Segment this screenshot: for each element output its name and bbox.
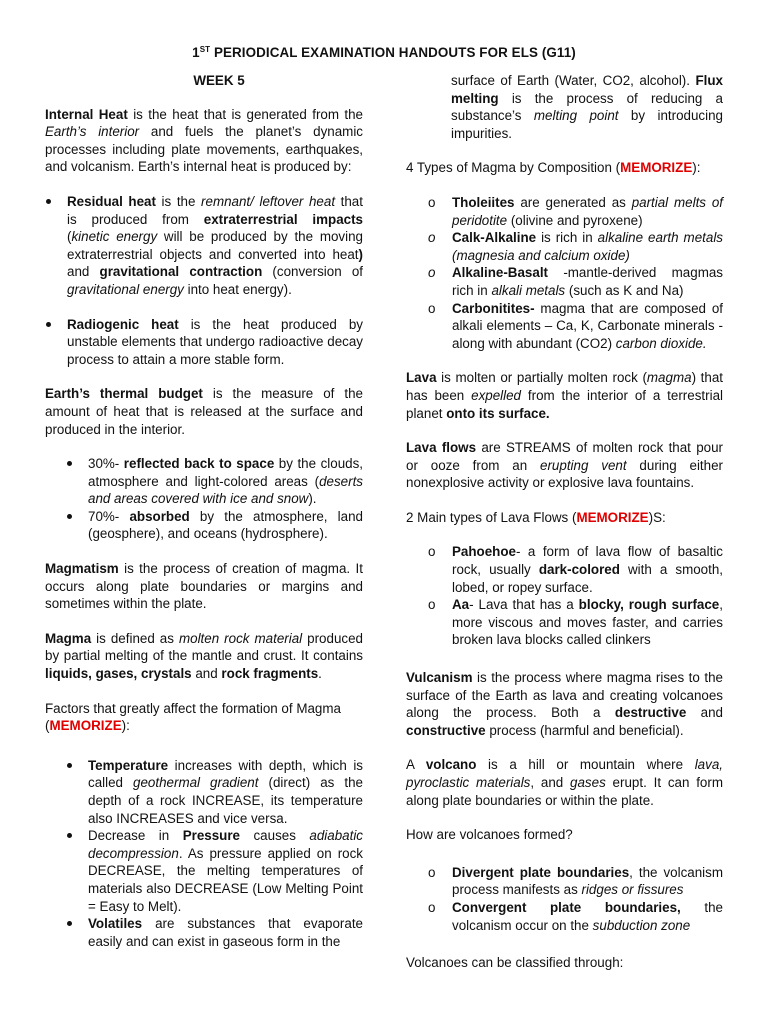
text-run: Earth’s interior [45, 124, 140, 140]
text-run: and [191, 666, 222, 682]
text-run: subduction zone [592, 917, 691, 933]
text-run: by the clouds, atmosphere and light-colored areas ( [88, 456, 364, 489]
page-title [0, 44, 768, 62]
text-run: Residual heat [67, 193, 156, 209]
text-run: (conversion of [262, 264, 364, 280]
budget-item [66, 455, 363, 508]
text-run: molten rock material [178, 630, 303, 646]
list-marker: o [428, 265, 436, 281]
text-run: geothermal gradient [133, 775, 259, 791]
text-run: are generated as [514, 194, 632, 210]
text-run: increases with depth, which is called [88, 757, 363, 791]
list-marker: o [428, 899, 436, 915]
magma-types-intro [406, 159, 723, 177]
text-run: Carbonitites- [452, 300, 535, 316]
text-run: (olivine and pyroxene) [507, 212, 643, 228]
text-run: gases [570, 775, 606, 790]
text-run: deserts and areas covered with ice and snow [88, 473, 363, 507]
list-marker: o [428, 300, 436, 316]
text-run: Magmatism [45, 561, 119, 577]
text-run: from the interior of a terrestrial planet [406, 387, 723, 421]
text-run: 2 Main types of Lava Flows ( [406, 509, 577, 525]
right-column [406, 72, 723, 989]
text-run: ) [358, 246, 363, 262]
text-run: )S: [648, 509, 666, 525]
text-run: Volcanoes can be classified through: [406, 955, 624, 971]
text-run: Flux melting [451, 73, 723, 106]
text-run: extraterrestrial impacts [203, 211, 364, 227]
text-run: 30%- [88, 456, 124, 472]
text-run: destructive [614, 705, 687, 721]
text-run: ): [121, 718, 130, 734]
text-run: process (harmful and beneficial). [485, 722, 684, 738]
text-run: that is produced from [67, 193, 363, 227]
text-run: MEMORIZE [49, 718, 122, 734]
magma-types-list [428, 194, 723, 352]
text-run: will be produced by the moving extraterrestrial objects and converted into heat [67, 229, 363, 262]
formation-item [428, 899, 723, 934]
magma-type-item [428, 264, 723, 299]
text-run: alkali metals [491, 282, 566, 298]
text-run: produced by partial melting of the mantle and crust. It contains [45, 630, 363, 664]
text-run: volcano [425, 757, 477, 773]
text-run: absorbed [129, 508, 190, 524]
text-run: with a smooth, lobed, or ropey surface. [452, 562, 724, 595]
budget-list [66, 455, 363, 543]
title-number: 1 [192, 45, 200, 60]
text-run: ). [308, 491, 317, 507]
text-run: adiabatic decompression [88, 828, 363, 861]
text-run: gravitational energy [67, 281, 184, 297]
week-heading: WEEK 5 [193, 73, 245, 88]
text-run: , and [530, 775, 571, 790]
text-run: dark-colored [538, 562, 620, 578]
magmatism-paragraph [45, 560, 363, 613]
text-run: kinetic energy [71, 229, 158, 245]
volcano-paragraph [406, 756, 723, 809]
text-run: the volcanism occur on the [452, 899, 723, 933]
magma-type-item [428, 300, 723, 353]
list-marker: o [428, 230, 436, 246]
list-marker: o [428, 864, 436, 880]
list-marker: o [428, 194, 436, 210]
text-run: and [67, 264, 100, 280]
text-run: Earth’s thermal budget [45, 386, 203, 402]
internal-heat-paragraph [45, 106, 363, 176]
text-run: is the heat that is generated from the [127, 106, 364, 122]
flow-type-item [428, 543, 723, 596]
magma-type-item [428, 229, 723, 264]
text-run: by introducing impurities. [451, 108, 723, 141]
text-run: (direct) as the depth of a rock INCREASE, its temperature also INCREASES and vice versa. [88, 775, 363, 826]
text-run: is the measure of the amount of heat that is released at the surface and produced in the interior. [45, 386, 363, 437]
text-run: ( [67, 229, 72, 245]
magma-paragraph [45, 630, 363, 683]
text-run: . As pressure applied on rock DECREASE, the melting temperatures of materials also DECREASE (Low Melting Point = Easy to Melt). [88, 845, 363, 914]
text-run: ridges or fissures [581, 882, 684, 898]
text-run: is the process of reducing a substance’s [451, 90, 723, 124]
heat-sources-list [45, 193, 363, 368]
text-run: lava, pyroclastic materials [406, 757, 723, 790]
classified-paragraph [406, 954, 723, 972]
text-run: surface of Earth (Water, CO2, alcohol). [451, 73, 696, 88]
text-run: 4 Types of Magma by Composition ( [406, 160, 621, 176]
text-run: erupt. It can form along plate boundaries or within the plate. [406, 775, 723, 808]
text-run: liquids, gases, crystals [45, 666, 192, 682]
flow-types-list [428, 543, 723, 649]
text-run: ) that has been [406, 370, 724, 403]
text-run: Magma [45, 630, 92, 646]
flow-types-intro [406, 509, 723, 527]
factor-item [66, 915, 363, 950]
text-run: Factors that greatly affect the formation of Magma ( [45, 700, 341, 734]
text-run: carbon dioxide. [615, 335, 707, 351]
text-run: - Lava that has a [469, 597, 579, 613]
factors-list [66, 757, 363, 951]
title-superscript: ST [199, 45, 211, 54]
formation-list [428, 864, 723, 934]
factors-intro [45, 700, 363, 735]
left-column [45, 72, 363, 967]
text-run: is the process where magma rises to the surface of the Earth as lava and creating volcanoes along the process. Both a [406, 670, 723, 721]
text-run: partial melts of peridotite [452, 194, 723, 228]
text-run: ): [692, 160, 701, 176]
formation-item [428, 864, 723, 899]
text-run: remnant/ leftover heat [201, 193, 336, 209]
text-run: Divergent plate boundaries [452, 864, 630, 880]
text-run: Temperature [88, 757, 169, 773]
text-run: Internal Heat [45, 106, 128, 122]
text-run: alkaline earth metals (magnesia and calcium oxide) [452, 230, 723, 263]
text-run: is defined as [91, 630, 179, 646]
text-run: is the [155, 193, 202, 209]
text-run: -mantle-derived magmas rich in [452, 265, 723, 298]
text-run: A [406, 757, 426, 773]
list-marker: o [428, 597, 436, 613]
text-run: magma that are composed of alkali elements – Ca, K, Carbonate minerals - along with abundant (CO2) [452, 300, 723, 351]
text-run: expelled [471, 387, 522, 403]
text-run: Volatiles [88, 916, 143, 932]
text-run: magma [646, 370, 692, 386]
how-formed-question [406, 826, 723, 844]
text-run: , the volcanism process manifests as [452, 864, 723, 898]
text-run: MEMORIZE [620, 160, 693, 176]
text-run: blocky, rough surface [578, 597, 720, 613]
text-run: Vulcanism [406, 670, 473, 686]
text-run: Alkaline-Basalt [452, 265, 549, 281]
volatiles-continued [451, 72, 723, 142]
text-run: Lava [406, 370, 437, 386]
text-run: erupting vent [540, 457, 627, 473]
text-run: onto its surface. [446, 405, 550, 421]
text-run: rock fragments [221, 666, 319, 682]
text-run: Convergent plate boundaries, [452, 899, 681, 915]
flow-type-item [428, 596, 723, 649]
text-run: is molten or partially molten rock ( [436, 370, 647, 386]
title-text: PERIODICAL EXAMINATION HANDOUTS FOR ELS (G11) [210, 45, 576, 60]
text-run: gravitational contraction [99, 264, 263, 280]
text-run: Pressure [182, 828, 241, 844]
text-run: causes [240, 828, 310, 844]
text-run: are substances that evaporate easily and can exist in gaseous form in the [88, 916, 363, 949]
budget-item [66, 508, 363, 543]
text-run: are STREAMS of molten rock that pour or ooze from an [406, 440, 723, 473]
text-run: - a form of lava flow of basaltic rock, usually [452, 544, 723, 578]
text-run: 70%- [88, 508, 130, 524]
text-run: is the heat produced by unstable elements that undergo radioactive decay process to attain a more stable form. [67, 316, 363, 367]
text-run: , more viscous and moves faster, and carries broken lava blocks called clinkers [452, 597, 723, 648]
text-run: . [318, 666, 322, 682]
text-run: reflected back to space [123, 456, 275, 472]
text-run: Lava flows [406, 440, 477, 456]
text-run: (such as K and Na) [565, 282, 684, 298]
text-run: is the process of creation of magma. It occurs along plate boundaries or margins and sometimes within the plate. [45, 561, 363, 612]
text-run: and fuels the planet’s dynamic processes including plate movements, earthquakes, and volcanism. Earth’s internal heat is produced by: [45, 124, 363, 175]
text-run: Pahoehoe [452, 544, 516, 560]
text-run: MEMORIZE [576, 509, 649, 525]
text-run: and [686, 705, 723, 721]
text-run: How are volcanoes formed? [406, 827, 573, 843]
text-run: Aa [452, 597, 470, 613]
text-run: during either nonexplosive activity or explosive lava fountains. [406, 457, 723, 491]
vulcanism-paragraph [406, 669, 723, 739]
list-marker: o [428, 544, 436, 560]
heat-source-item [45, 316, 363, 369]
heat-source-item [45, 193, 363, 299]
factor-item [66, 827, 363, 915]
text-run: Tholeiites [452, 194, 515, 210]
text-run: melting point [533, 108, 619, 124]
text-run: Radiogenic heat [67, 316, 179, 332]
text-run: Calk-Alkaline [452, 230, 537, 246]
text-run: Decrease in [88, 828, 183, 844]
text-run: by the atmosphere, land (geosphere), and oceans (hydrosphere). [88, 508, 363, 542]
text-run: is rich in [536, 230, 598, 246]
thermal-budget-paragraph [45, 385, 363, 438]
magma-type-item [428, 194, 723, 229]
text-run: is a hill or mountain where [476, 757, 695, 773]
lava-paragraph [406, 369, 723, 422]
factor-item [66, 757, 363, 827]
lava-flows-paragraph [406, 439, 723, 492]
text-run: constructive [406, 722, 486, 738]
text-run: into heat energy). [183, 281, 292, 297]
